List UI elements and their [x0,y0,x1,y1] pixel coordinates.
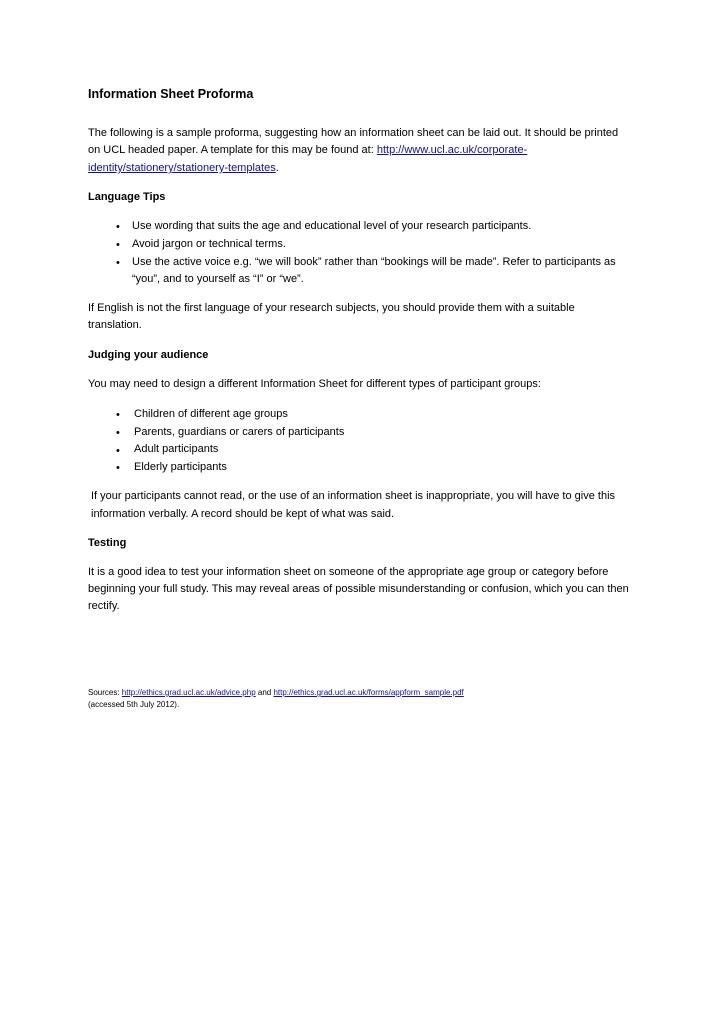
testing-line-1: It is a good idea to test your information sheet on someone of the appropriate age group or category before [88,566,609,578]
source-link-appform[interactable]: http://ethics.grad.ucl.ac.uk/forms/appform_sample.pdf [273,688,464,697]
intro-line-2 [88,142,527,160]
sources-accessed: (accessed 5th July 2012). [88,700,180,709]
intro-line-3-end: . [275,162,279,174]
english-line-2: translation. [88,319,142,331]
bullet-icon: • [116,257,120,269]
bullet-icon: • [116,239,120,251]
audience-item-2: Parents, guardians or carers of participants [134,426,345,438]
sources-and: and [255,688,274,697]
sources-prefix: Sources: [88,688,122,697]
testing-line-3: rectify. [88,600,120,612]
intro-line-2-text: on UCL headed paper. A template for this may be found at: [88,144,377,156]
intro-line-1: The following is a sample proforma, suggesting how an information sheet can be laid out. It should be printed [88,127,619,139]
language-tip-3: Use the active voice e.g. “we will book” rather than “bookings will be made”. Refer to participants as [132,256,616,268]
bullet-icon: • [116,462,120,474]
bullet-icon: • [116,427,120,439]
language-tip-3-continued: “you”, and to yourself as “I” or “we”. [132,273,304,285]
language-tip-1: Use wording that suits the age and educational level of your research participants. [132,220,532,232]
audience-after-line-1: If your participants cannot read, or the use of an information sheet is inappropriate, you will have to give this [91,490,616,502]
page-title: Information Sheet Proforma [88,87,254,101]
audience-item-3: Adult participants [134,443,219,455]
bullet-icon: • [116,409,120,421]
testing-heading: Testing [88,537,127,549]
template-link-part-1[interactable]: http://www.ucl.ac.uk/corporate- [376,144,528,156]
testing-line-2: beginning your full study. This may reveal areas of possible misunderstanding or confusion, which you can then [88,583,629,595]
source-link-advice[interactable]: http://ethics.grad.ucl.ac.uk/advice.php [121,688,256,697]
audience-intro: You may need to design a different Information Sheet for different types of participant groups: [88,378,541,390]
audience-item-4: Elderly participants [134,461,227,473]
bullet-icon: • [116,221,120,233]
language-tips-heading: Language Tips [88,191,166,203]
audience-heading: Judging your audience [88,349,209,361]
audience-after-line-2: information verbally. A record should be kept of what was said. [91,508,395,520]
language-tip-2: Avoid jargon or technical terms. [132,238,286,250]
bullet-icon: • [116,445,120,457]
audience-item-1: Children of different age groups [134,408,288,420]
sources-line [88,687,464,699]
intro-line-3 [88,160,279,178]
english-line-1: If English is not the first language of your research subjects, you should provide them with a suitable [88,302,575,314]
template-link-part-2[interactable]: identity/stationery/stationery-templates [88,162,276,174]
